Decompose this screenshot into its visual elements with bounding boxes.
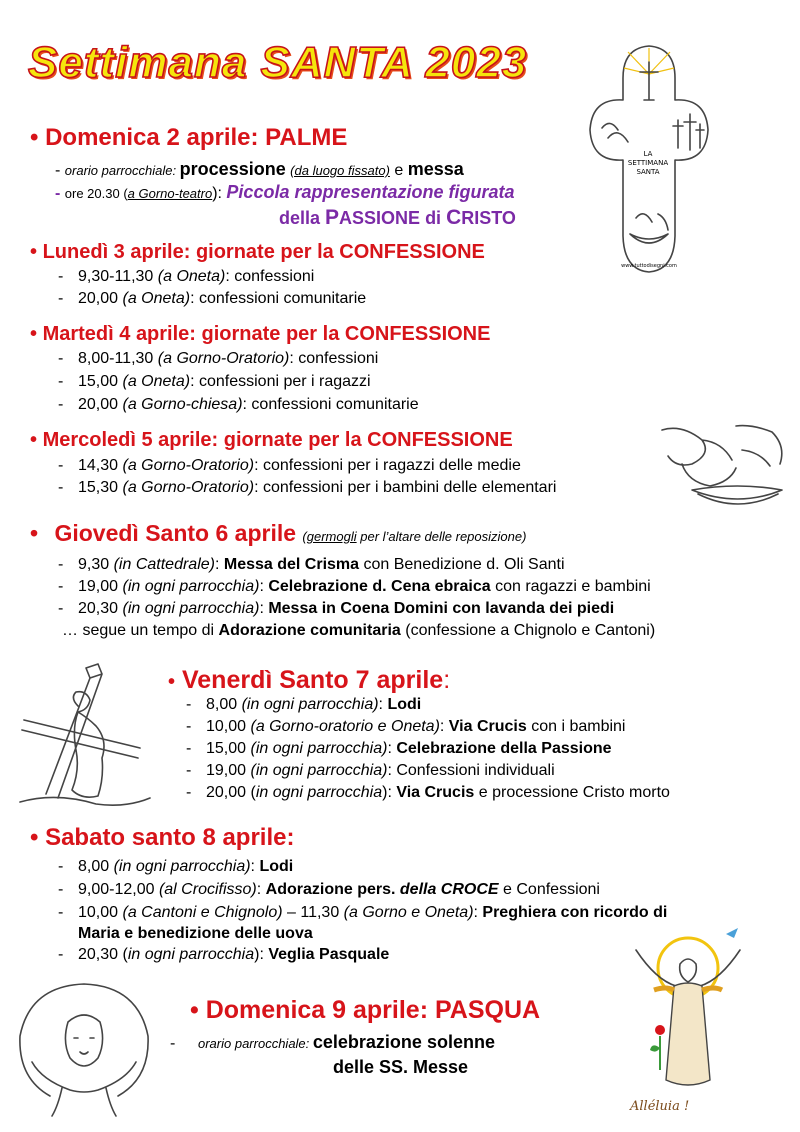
section-mercoledi [30,429,513,452]
desc: : confessioni per i bambini delle elementari [254,479,557,496]
place: (in Cattedrale) [113,556,215,573]
giovedi-heading: Giovedì Santo 6 aprile [54,520,297,546]
alleluia-text: Alléluia ! [630,1099,690,1114]
place: (a Gorno-chiesa) [122,396,243,413]
paren: ( [302,529,307,544]
cross-text-3: SANTA [636,168,660,176]
palme-p: P [325,206,340,229]
venerdi-item-1: - 8,00 (in ogni parrocchia): Lodi [186,696,422,713]
venerdi-item-4: - 19,00 (in ogni parrocchia): Confessioni individuali [186,762,555,779]
palme-e: e [389,162,408,179]
bullet-icon: • [30,323,38,345]
desc: con Benedizione d. Oli Santi [359,556,565,573]
palme-della: della [279,208,326,228]
martedi-item-3: - 20,00 (a Gorno-chiesa): confessioni comunitarie [58,396,419,413]
cross-url: www.tuttodisegni.com [621,263,677,269]
event: Messa del Crisma [223,556,360,573]
lunedi-heading: Lunedì 3 aprile: giornate per la CONFESSIONE [42,241,485,263]
lunedi-item-1: - 9,30-11,30 (a Oneta): confessioni [58,268,315,285]
pasqua-celebrazione: celebrazione solenne [312,1032,495,1052]
bullet-icon: • [30,520,39,546]
time: 9,30 [78,556,114,573]
time-2: – 11,30 [282,904,344,921]
desc: : confessioni per i ragazzi delle medie [254,457,521,474]
palme-schedule-label: orario parrocchiale: [64,163,180,178]
place: (a Oneta) [122,290,191,307]
lunedi-item-2: - 20,00 (a Oneta): confessioni comunitarie [58,290,367,307]
place: (a Cantoni e Chignolo) [122,904,283,921]
place: (in ogni parrocchia) [241,696,379,713]
time: 20,00 [78,290,123,307]
time: 15,30 [78,479,123,496]
mercoledi-heading: Mercoledì 5 aprile: giornate per la CONFESSIONE [42,429,513,451]
time: 8,00 [206,696,242,713]
event: Veglia Pasquale [268,946,390,963]
palme-colon: ): [212,185,227,202]
palme-place: a Gorno-teatro [127,186,213,201]
section-martedi [30,323,490,346]
sabato-item-3-cont: Maria e benedizione delle uova [78,925,313,942]
venerdi-item-2: - 10,00 (a Gorno-oratorio e Oneta): Via Crucis con i bambini [186,718,626,735]
section-pasqua [190,996,540,1025]
colon: : [250,858,260,875]
colon: : [214,556,224,573]
giovedi-item-4 [62,622,655,640]
martedi-item-2: - 15,00 (a Oneta): confessioni per i ragazzi [58,373,371,390]
pasqua-heading: Domenica 9 aprile: PASQUA [205,996,541,1024]
venerdi-colon: : [443,666,451,694]
time: 20,30 [78,600,123,617]
event-croce: della CROCE [399,881,499,898]
place: (in ogni parrocchia) [250,762,388,779]
mercoledi-item-2: - 15,30 (a Gorno-Oratorio): confessioni per i bambini delle elementari [58,479,557,496]
place: (in ogni parrocchia) [122,578,260,595]
pasqua-schedule-label: orario parrocchiale: [198,1036,313,1051]
event: Messa in Coena Domini con lavanda dei piedi [268,600,615,617]
venerdi-item-3: - 15,00 (in ogni parrocchia): Celebrazione della Passione [186,740,612,757]
dash: - [55,185,65,202]
time: 8,00-11,30 [78,350,158,367]
sabato-item-2: - 9,00-12,00 (al Crocifisso): Adorazione pers. della CROCE e Confessioni [58,881,600,898]
place: (a Oneta) [157,268,226,285]
desc: con ragazzi e bambini [490,578,651,595]
place: (in ogni parrocchia) [122,600,260,617]
mercoledi-item-1: - 14,30 (a Gorno-Oratorio): confessioni per i ragazzi delle medie [58,457,521,474]
place: (in ogni parrocchia) [250,740,388,757]
sabato-heading: Sabato santo 8 aprile: [45,824,295,851]
giovedi-note [302,529,526,544]
section-venerdi [168,666,450,695]
giovedi-item-1: - 9,30 (in Cattedrale): Messa del Crisma con Benedizione d. Oli Santi [58,556,565,573]
section-sabato [30,824,294,852]
time: 14,30 [78,457,123,474]
time: 20,00 [78,396,123,413]
dash: - [170,1035,176,1052]
venerdi-item-5: - 20,00 (in ogni parrocchia): Via Crucis e processione Cristo morto [186,784,670,801]
palme-processione: processione [179,159,286,179]
place: (a Gorno-Oratorio) [157,350,290,367]
event: Via Crucis [396,784,475,801]
time: 20,00 ( [206,784,256,801]
section-palme [30,124,347,152]
event: Lodi [259,858,294,875]
time: 8,00 [78,858,114,875]
palme-rappresentazione: Piccola rappresentazione figurata [226,182,515,202]
palme-line-3 [279,206,516,230]
germogli: germogli [306,529,357,544]
desc: con i bambini [526,718,626,735]
place: (a Gorno-Oratorio) [122,457,255,474]
time: 15,00 [206,740,251,757]
page-title: Settimana SANTA 2023 [28,38,528,87]
palme-line-1 [55,159,464,180]
desc: : confessioni comunitarie [242,396,419,413]
desc: : confessioni comunitarie [190,290,367,307]
martedi-item-1: - 8,00-11,30 (a Gorno-Oratorio): confessioni [58,350,379,367]
time: 9,30-11,30 [78,268,158,285]
bullet-icon: • [30,824,39,851]
place-2: (a Gorno e Oneta) [343,904,474,921]
giovedi-item-2: - 19,00 (in ogni parrocchia): Celebrazione d. Cena ebraica con ragazzi e bambini [58,578,651,595]
palme-messa: messa [407,159,464,179]
time: 10,00 [78,904,123,921]
place: (a Gorno-Oratorio) [122,479,255,496]
place: (a Oneta) [122,373,191,390]
colon: ): [254,946,269,963]
prefix: … segue un tempo di [62,622,219,639]
colon: : [259,600,269,617]
event: Celebrazione d. Cena ebraica [268,578,491,595]
desc: (confessione a Chignolo e Cantoni) [400,622,656,639]
time: 15,00 [78,373,123,390]
sabato-item-3: - 10,00 (a Cantoni e Chignolo) – 11,30 (a Gorno e Oneta): Preghiera con ricordo di [58,904,668,921]
desc: e processione Cristo morto [474,784,670,801]
desc: : Confessioni individuali [387,762,555,779]
event: Adorazione pers. [265,881,400,898]
dash: - [55,162,65,179]
martedi-heading: Martedì 4 aprile: giornate per la CONFESSIONE [42,323,491,345]
desc: : confessioni per i ragazzi [190,373,371,390]
pasqua-line-1 [170,1032,495,1053]
time: 10,00 [206,718,251,735]
bullet-icon: • [168,671,176,693]
place: (a Gorno-oratorio e Oneta) [250,718,440,735]
cross-illustration [588,38,710,278]
bullet-icon: • [30,241,38,263]
palme-line-2 [55,182,515,203]
cross-text-2: SETTIMANA [627,159,669,167]
colon: : [378,696,388,713]
colon: : [439,718,449,735]
time: 20,30 ( [78,946,128,963]
time: 19,00 [78,578,123,595]
sabato-item-1: - 8,00 (in ogni parrocchia): Lodi [58,858,294,875]
place: (in ogni parrocchia) [113,858,251,875]
desc: : confessioni [289,350,379,367]
bullet-icon: • [30,124,39,151]
place: in ogni parrocchia [255,784,383,801]
palme-luogo: (da luogo fissato) [290,163,390,178]
desc: : confessioni [225,268,315,285]
palme-c: C [446,206,462,229]
cross-text-1: LA [643,150,653,158]
event: Celebrazione della Passione [396,740,612,757]
event: Via Crucis [448,718,527,735]
event: Adorazione comunitaria [218,622,401,639]
palme-time: ore 20.30 ( [64,186,128,201]
venerdi-heading: Venerdì Santo 7 aprile [181,666,444,694]
praying-hands-illustration [8,978,160,1120]
bullet-icon: • [30,429,38,451]
section-giovedi [30,520,526,547]
palme-risto: RISTO [461,208,516,228]
sabato-item-4: - 20,30 (in ogni parrocchia): Veglia Pasquale [58,946,390,963]
giovedi-item-3: - 20,30 (in ogni parrocchia): Messa in Coena Domini con lavanda dei piedi [58,600,615,617]
desc: e Confessioni [498,881,600,898]
palme-assione: ASSIONE di [339,208,447,228]
risen-christ-illustration [626,920,750,1120]
colon: : [256,881,266,898]
section-lunedi [30,241,485,264]
note-rest: per l’altare delle reposizione) [356,529,527,544]
bullet-icon: • [190,996,199,1024]
colon: : [473,904,483,921]
pasqua-line-2: delle SS. Messe [333,1057,469,1077]
palme-heading: Domenica 2 aprile: PALME [45,124,348,151]
event: Lodi [387,696,422,713]
time: 9,00-12,00 [78,881,159,898]
time: 19,00 [206,762,251,779]
place: (al Crocifisso) [158,881,257,898]
place: in ogni parrocchia [127,946,255,963]
colon: ): [382,784,397,801]
jesus-carrying-cross-illustration [16,662,154,810]
event: Preghiera con ricordo di [482,904,668,921]
colon: : [387,740,397,757]
foot-washing-illustration [652,420,792,510]
colon: : [259,578,269,595]
